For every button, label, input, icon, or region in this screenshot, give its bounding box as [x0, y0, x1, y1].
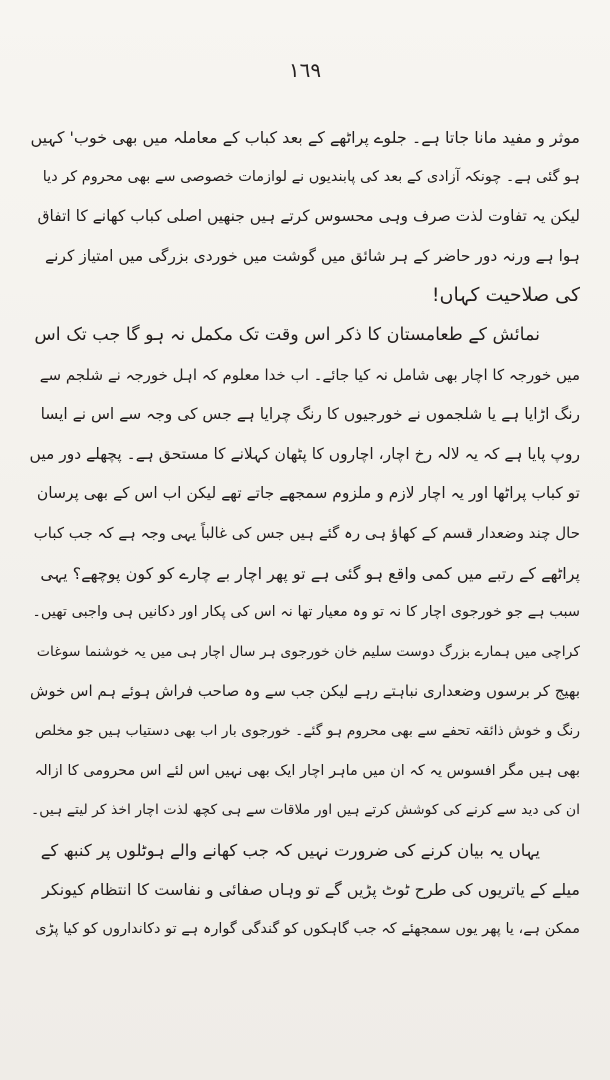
text-line: میلے کے یاتریوں کی طرح ٹوٹ پڑیں گے تو وہاں صفائی و نفاست کا انتظام کیونکر	[42, 880, 580, 900]
text-line: کی صلاحیت کہاں!	[431, 284, 580, 307]
text-line: نمائش کے طعامستان کا ذکر اس وقت تک مکمل نہ ہو گا جب تک اس	[34, 324, 540, 345]
text-line: کراچی میں ہمارے بزرگ دوست سلیم خان خورجوی ہر سال اچار ہی میں یہ خوشنما سوغات	[36, 643, 580, 660]
text-line: رنگ و خوش ذائقہ تحفے سے بھی محروم ہو گئے۔ خورجوی بار اب بھی دستیاب ہیں جو مخلص	[34, 722, 580, 739]
text-line: میں خورجہ کا اچار بھی شامل نہ کیا جائے۔ اب خدا معلوم کہ اہل خورجہ نے شلجم سے	[39, 365, 580, 384]
text-line: تو کباب پراٹھا اور یہ اچار لازم و ملزوم سمجھے جاتے تھے لیکن اب اس کے بھی پرسان	[36, 484, 580, 503]
text-line: سبب ہے جو خورجوی اچار کا نہ تو وہ معیار تھا نہ اس کی پکار اور دکانیں ہی واجبی تھیں۔	[32, 604, 580, 621]
body-text	[30, 118, 580, 949]
text-line: ان کی دید سے کرنے کی کوشش کرتے ہیں اور ملاقات سے ہی کچھ لذت اچار اخذ کر لیتے ہیں۔	[31, 802, 580, 819]
page-number: ١٦٩	[288, 58, 322, 82]
text-line: بھیج کر برسوں وضعداری نباہتے رہے لیکن جب سے وہ صاحب فراش ہوئے ہم اس خوش	[30, 682, 580, 701]
text-line: ہو گئی ہے۔ چونکہ آزادی کے بعد کی پابندیوں نے لوازمات خصوصی سے بھی محروم کر دیا	[42, 168, 580, 185]
text-line: روپ پایا ہے کہ یہ لالہ رخ اچار، اچاروں کا پٹھان کہلانے کا مستحق ہے۔ پچھلے دور میں	[30, 444, 580, 463]
text-line: ہوا ہے ورنہ دور حاضر کے ہر شائق میں گوشت میں خوردی بزرگی میں امتیاز کرنے	[45, 246, 580, 265]
text-line: لیکن یہ تفاوت لذت صرف وہی محسوس کرتے ہیں جنھیں اصلی کباب کھانے کا اتفاق	[37, 207, 580, 226]
text-line: پراٹھے کے رتبے میں کمی واقع ہو گئی ہے تو پھر اچار بے چارے کو کون پوچھے؟ یہی	[40, 563, 580, 583]
text-line: حال چند وضعدار قسم کے کھاؤ ہی رہ گئے ہیں جس کی غالباً یہی وجہ ہے کہ جب کباب	[33, 523, 580, 542]
text-line: یہاں یہ بیان کرنے کی ضرورت نہیں کہ جب کھانے والے ہوٹلوں پر کنبھ کے	[40, 840, 540, 860]
text-line: رنگ اڑایا ہے یا شلجموں نے خورجیوں کا رنگ چرایا ہے جس کی وجہ سے اس نے ایسا	[40, 405, 580, 424]
text-line: بھی ہیں مگر افسوس یہ کہ ان میں ماہر اچار ایک بھی نہیں اس لئے اس محرومی کا ازالہ	[34, 762, 580, 779]
text-line: موثر و مفید مانا جاتا ہے۔ جلوے پراٹھے کے بعد کباب کے معاملہ میں بھی خوب' کہیں	[30, 128, 580, 147]
text-line: ممکن ہے، یا پھر یوں سمجھئے کہ جب گاہکوں کو گندگی گوارہ ہے تو دکانداروں کو کیا پڑی	[35, 920, 580, 937]
